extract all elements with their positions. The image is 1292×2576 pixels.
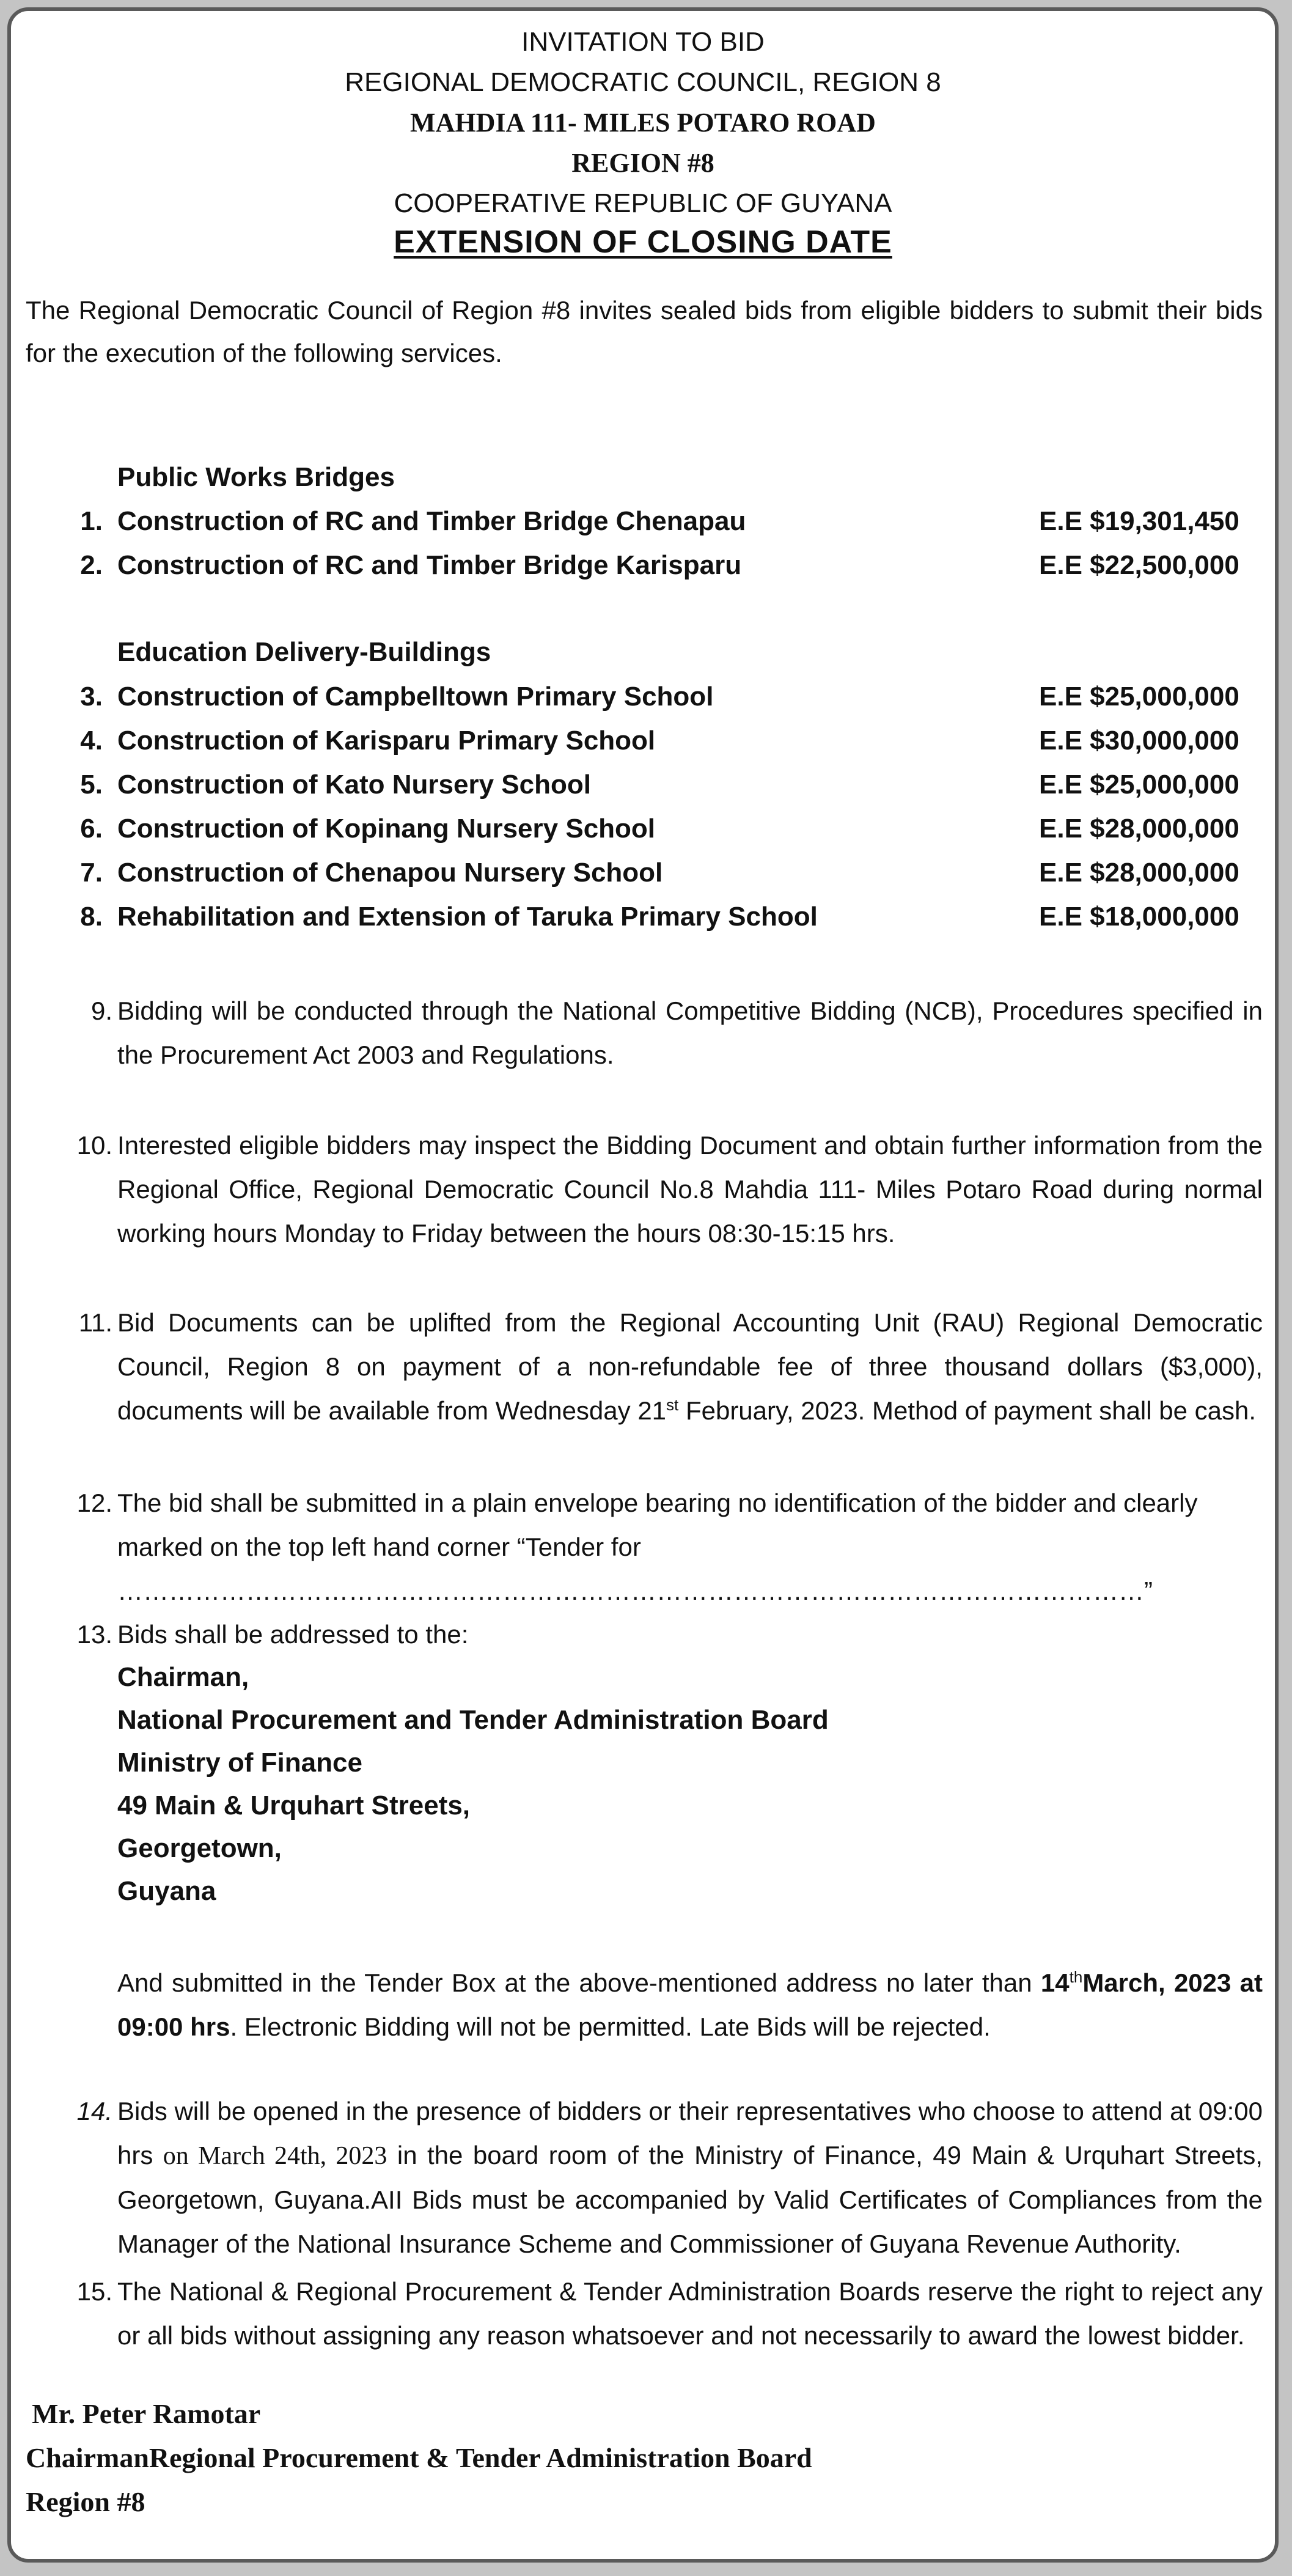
deadline-day: 14: [1040, 1968, 1070, 1997]
header-title: INVITATION TO BID: [521, 27, 765, 57]
paragraph-number: 14.: [76, 2097, 112, 2125]
paragraph-text: The National & Regional Procurement & Tender Administration Boards reserve the right to reject any or all bids without assigning any reason whatsoever and not necessarily to award the lowest bidder.: [117, 2277, 1263, 2350]
item-number: 8.: [80, 902, 103, 932]
list-item: [11, 719, 1275, 762]
item-number: 3.: [80, 682, 103, 712]
intro-paragraph: The Regional Democratic Council of Region #8 invites sealed bids from eligible bidders to submit their bids for the execution of the following services.: [26, 296, 1263, 367]
item-estimate: E.E $18,000,000: [1039, 902, 1239, 932]
signature-block: [26, 2392, 812, 2524]
paragraph-text-part: And submitted in the Tender Box at the above-mentioned address no later than: [117, 1968, 1041, 1997]
opening-date: on March 24th, 2023: [163, 2142, 387, 2170]
notice-header: [11, 22, 1275, 260]
section-heading-education: Education Delivery-Buildings: [117, 637, 491, 667]
item-estimate: E.E $19,301,450: [1039, 506, 1239, 536]
paragraph-number: 11.: [78, 1308, 112, 1337]
paragraph-13-submission: [11, 1961, 1263, 2049]
ordinal-suffix: th: [1069, 1968, 1083, 1986]
item-estimate: E.E $25,000,000: [1039, 682, 1239, 712]
item-estimate: E.E $22,500,000: [1039, 550, 1239, 580]
deadline-date-time: March, 2023 at 09:00 hrs: [117, 1968, 1263, 2041]
paragraph-text-part: Bid Documents can be uplifted from the Regional Accounting Unit (RAU) Regional Democratic Council, Region 8 on payment of a non-refundable fee of three thousand dollars ($3,000), documents will be available from Wednesday 21: [117, 1308, 1263, 1425]
header-region: REGION #8: [571, 148, 714, 178]
list-item: [11, 544, 1275, 587]
paragraph-15: [11, 2270, 1263, 2358]
list-item: [11, 675, 1275, 718]
paragraph-9: [11, 989, 1263, 1077]
paragraph-text-part: in the board room of the Ministry of Finance, 49 Main & Urquhart Streets, Georgetown, Guyana.AII Bids must be accompanied by Valid Certificates of Compliances from the Manager of the National Insurance Scheme and Commissioner of Guyana Revenue Authority.: [117, 2141, 1263, 2258]
paragraph-text-part: . Electronic Bidding will not be permitted. Late Bids will be rejected.: [230, 2012, 991, 2041]
item-number: 1.: [80, 506, 103, 536]
address-line: National Procurement and Tender Administration Board: [117, 1705, 829, 1735]
list-item: [11, 764, 1275, 806]
section-heading-bridges: Public Works Bridges: [117, 462, 395, 492]
item-name: Construction of Chenapou Nursery School: [117, 858, 663, 888]
paragraph-number: 10.: [76, 1131, 112, 1160]
paragraph-text: [117, 1961, 1263, 2049]
item-number: 6.: [80, 814, 103, 844]
paragraph-10: [11, 1124, 1263, 1256]
list-item: [11, 852, 1275, 894]
item-estimate: E.E $30,000,000: [1039, 726, 1239, 756]
item-name: Construction of RC and Timber Bridge Chenapau: [117, 506, 746, 536]
paragraph-number: 9.: [90, 996, 112, 1025]
address-line: 49 Main & Urquhart Streets,: [117, 1790, 471, 1820]
paragraph-12: [11, 1481, 1263, 1613]
address-line: Ministry of Finance: [117, 1748, 362, 1778]
item-estimate: E.E $28,000,000: [1039, 858, 1239, 888]
list-item: [11, 808, 1275, 850]
address-line: Guyana: [117, 1876, 216, 1906]
paragraph-text: [117, 1301, 1263, 1433]
paragraph-number: 15.: [76, 2277, 112, 2306]
paragraph-text: [117, 2089, 1263, 2266]
header-address: MAHDIA 111- MILES POTARO ROAD: [410, 108, 876, 138]
paragraph-text-part: February, 2023. Method of payment shall be cash.: [678, 1396, 1257, 1425]
paragraph-text: The bid shall be submitted in a plain envelope bearing no identification of the bidder and clearly marked on the top left hand corner “Tender for …………………………………………………………………………………………………………”: [117, 1489, 1198, 1605]
item-name: Construction of Karisparu Primary School: [117, 726, 656, 756]
header-extension-title: EXTENSION OF CLOSING DATE: [394, 224, 892, 260]
list-item: [11, 896, 1275, 938]
notice-frame: [7, 7, 1279, 2563]
item-name: Construction of Campbelltown Primary School: [117, 682, 714, 712]
signatory-title: ChairmanRegional Procurement & Tender Administration Board: [26, 2442, 812, 2473]
paragraph-11: [11, 1301, 1263, 1433]
item-name: Construction of RC and Timber Bridge Karisparu: [117, 550, 742, 580]
paragraph-text: Interested eligible bidders may inspect the Bidding Document and obtain further information from the Regional Office, Regional Democratic Council No.8 Mahdia 111- Miles Potaro Road during normal working hours Monday to Friday between the hours 08:30-15:15 hrs.: [117, 1131, 1263, 1248]
item-name: Construction of Kato Nursery School: [117, 770, 591, 800]
signatory-region: Region #8: [26, 2486, 145, 2517]
header-country: COOPERATIVE REPUBLIC OF GUYANA: [394, 188, 892, 218]
paragraph-number: 13.: [76, 1620, 112, 1649]
paragraph-text-part: Bids will be opened in the presence of bidders or their representatives who choose to attend at 09:00 hrs: [117, 2097, 1263, 2169]
item-number: 7.: [80, 858, 103, 888]
address-line: Georgetown,: [117, 1833, 282, 1863]
item-number: 5.: [80, 770, 103, 800]
item-number: 4.: [80, 726, 103, 756]
address-line: Chairman,: [117, 1662, 249, 1692]
item-name: Rehabilitation and Extension of Taruka Primary School: [117, 902, 818, 932]
header-council: REGIONAL DEMOCRATIC COUNCIL, REGION 8: [345, 67, 941, 97]
paragraph-14: [11, 2089, 1263, 2266]
item-name: Construction of Kopinang Nursery School: [117, 814, 656, 844]
paragraph-number: 12.: [76, 1489, 112, 1517]
paragraph-13: [11, 1613, 1263, 1657]
signatory-name: Mr. Peter Ramotar: [32, 2398, 261, 2429]
item-estimate: E.E $25,000,000: [1039, 770, 1239, 800]
item-estimate: E.E $28,000,000: [1039, 814, 1239, 844]
ordinal-suffix: st: [666, 1396, 679, 1414]
paragraph-text: Bids shall be addressed to the:: [117, 1620, 469, 1649]
paragraph-text: Bidding will be conducted through the National Competitive Bidding (NCB), Procedures specified in the Procurement Act 2003 and Regulations.: [117, 996, 1263, 1069]
list-item: [11, 500, 1275, 543]
item-number: 2.: [80, 550, 103, 580]
